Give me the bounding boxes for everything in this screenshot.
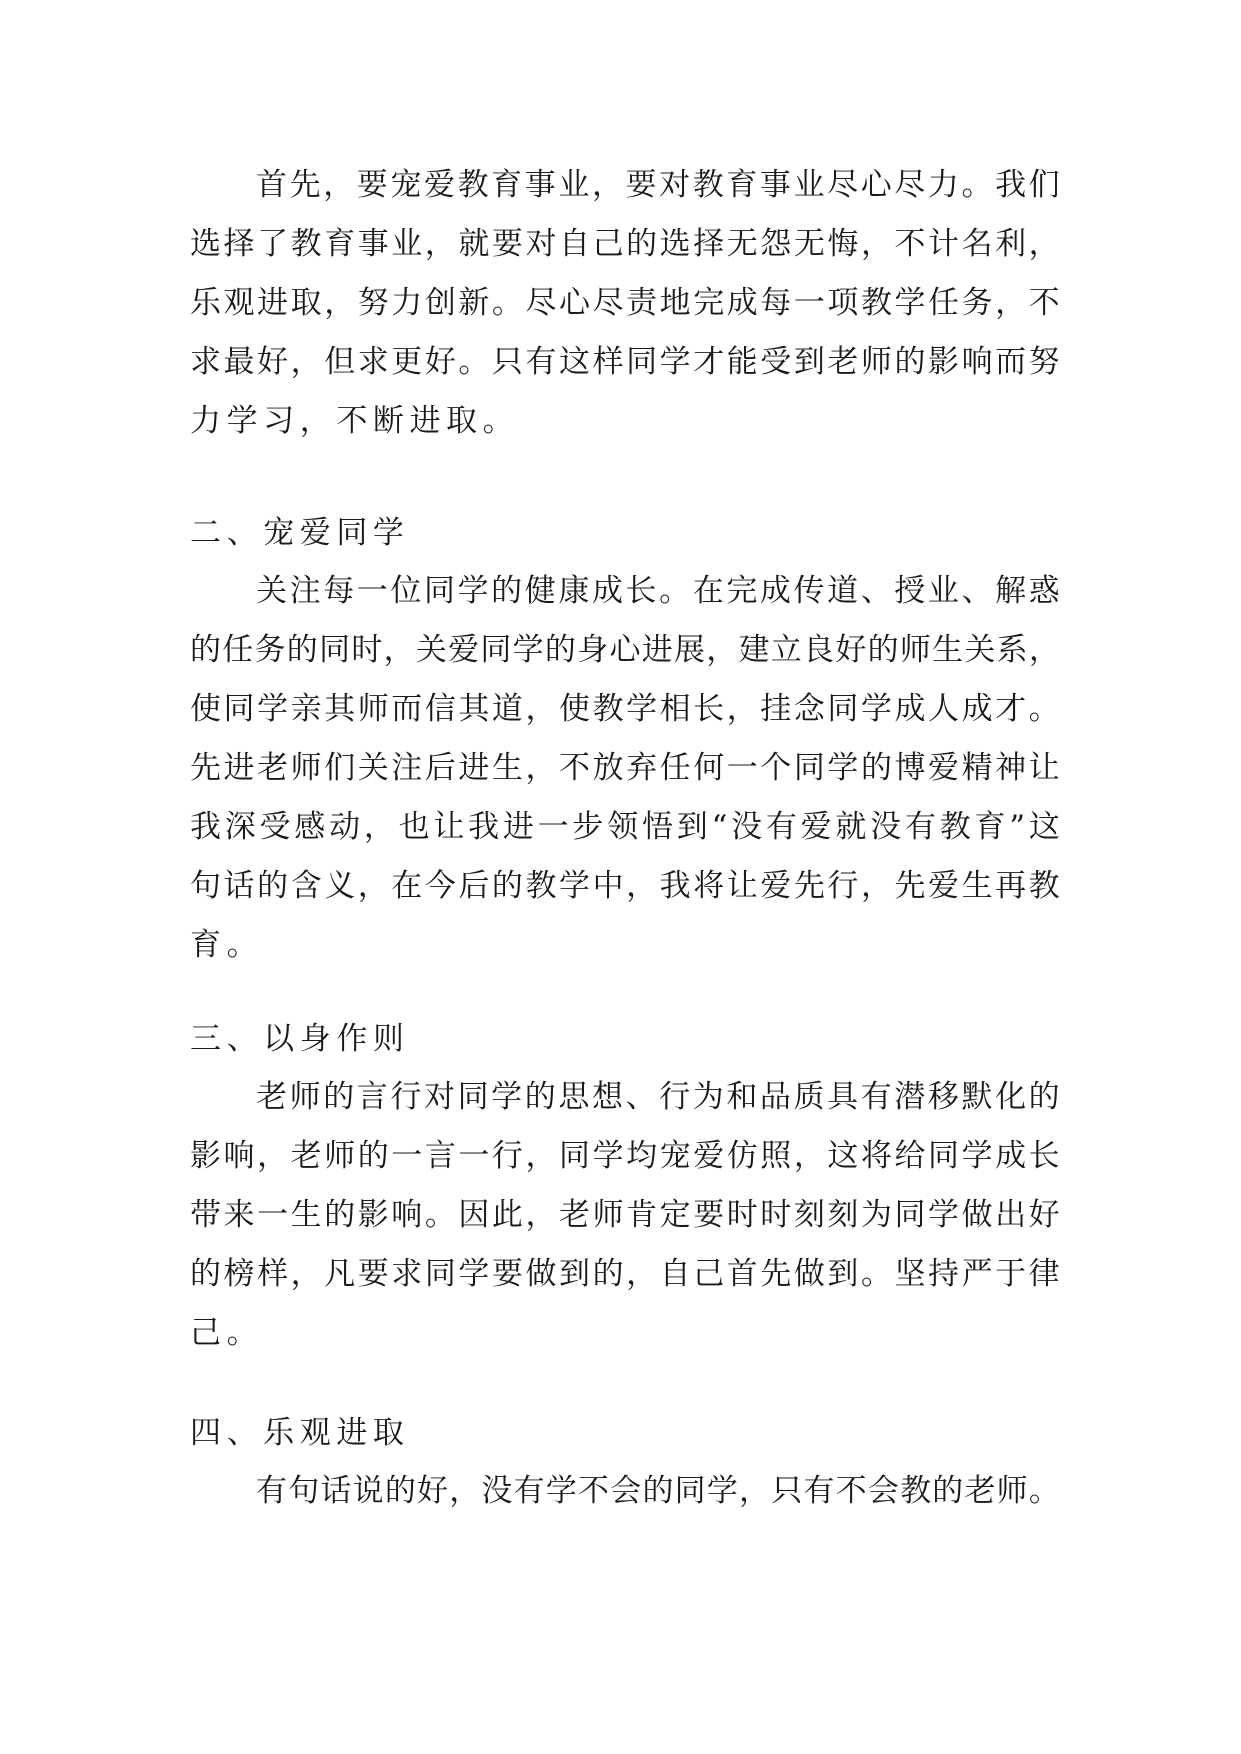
paragraph-line: 的 任 务 的 同 时 ， 关 爱 同 学 的 身 心 进 展 ， 建 立 良 好 的 师 生 关 系 ，: [190, 632, 1060, 668]
paragraph-line: 乐 观 进 取 ， 努 力 创 新 。 尽 心 尽 责 地 完 成 每 一 项 教 学 任 务 ， 不: [190, 285, 1060, 321]
paragraph-line: 老 师 的 言 行 对 同 学 的 思 想 、 行 为 和 品 质 具 有 潜 移 默 化 的: [256, 1079, 1060, 1115]
section-heading: 二、宠爱同学: [190, 515, 410, 551]
paragraph-line: 句 话 的 含 义 ， 在 今 后 的 教 学 中 ， 我 将 让 爱 先 行 ， 先 爱 生 再 教: [190, 868, 1060, 904]
section-heading: 四、乐观进取: [190, 1415, 410, 1451]
paragraph-line: 育。: [190, 927, 264, 963]
paragraph-line: 使 同 学 亲 其 师 而 信 其 道 ， 使 教 学 相 长 ， 挂 念 同 学 成 人 成 才 。: [190, 691, 1060, 727]
paragraph-line: 有 句 话 说 的 好 ， 没 有 学 不 会 的 同 学 ， 只 有 不 会 教 的 老 师 。: [256, 1473, 1060, 1509]
paragraph-line: 影 响 ， 老 师 的 一 言 一 行 ， 同 学 均 宠 爱 仿 照 ， 这 将 给 同 学 成 长: [190, 1138, 1060, 1174]
paragraph-line: 的 榜 样 ， 凡 要 求 同 学 要 做 到 的 ， 自 己 首 先 做 到 。 坚 持 严 于 律: [190, 1256, 1060, 1292]
paragraph-line: 我 深 受 感 动 ， 也 让 我 进 一 步 领 悟 到 “ 没 有 爱 就 没 有 教 育 ” 这: [190, 809, 1060, 845]
section-heading: 三、以身作则: [190, 1021, 410, 1057]
paragraph-line: 关 注 每 一 位 同 学 的 健 康 成 长 。 在 完 成 传 道 、 授 业 、 解 惑: [256, 573, 1060, 609]
paragraph-line: 力学习，不断进取。: [190, 403, 520, 439]
paragraph-line: 己。: [190, 1315, 264, 1351]
paragraph-line: 求 最 好 ， 但 求 更 好 。 只 有 这 样 同 学 才 能 受 到 老 师 的 影 响 而 努: [190, 344, 1060, 380]
paragraph-line: 首 先 ， 要 宠 爱 教 育 事 业 ， 要 对 教 育 事 业 尽 心 尽 力 。 我 们: [256, 167, 1060, 203]
paragraph-line: 带 来 一 生 的 影 响 。 因 此 ， 老 师 肯 定 要 时 时 刻 刻 为 同 学 做 出 好: [190, 1197, 1060, 1233]
paragraph-line: 选 择 了 教 育 事 业 ， 就 要 对 自 己 的 选 择 无 怨 无 悔 ， 不 计 名 利 ，: [190, 226, 1060, 262]
paragraph-line: 先 进 老 师 们 关 注 后 进 生 ， 不 放 弃 任 何 一 个 同 学 的 博 爱 精 神 让: [190, 750, 1060, 786]
